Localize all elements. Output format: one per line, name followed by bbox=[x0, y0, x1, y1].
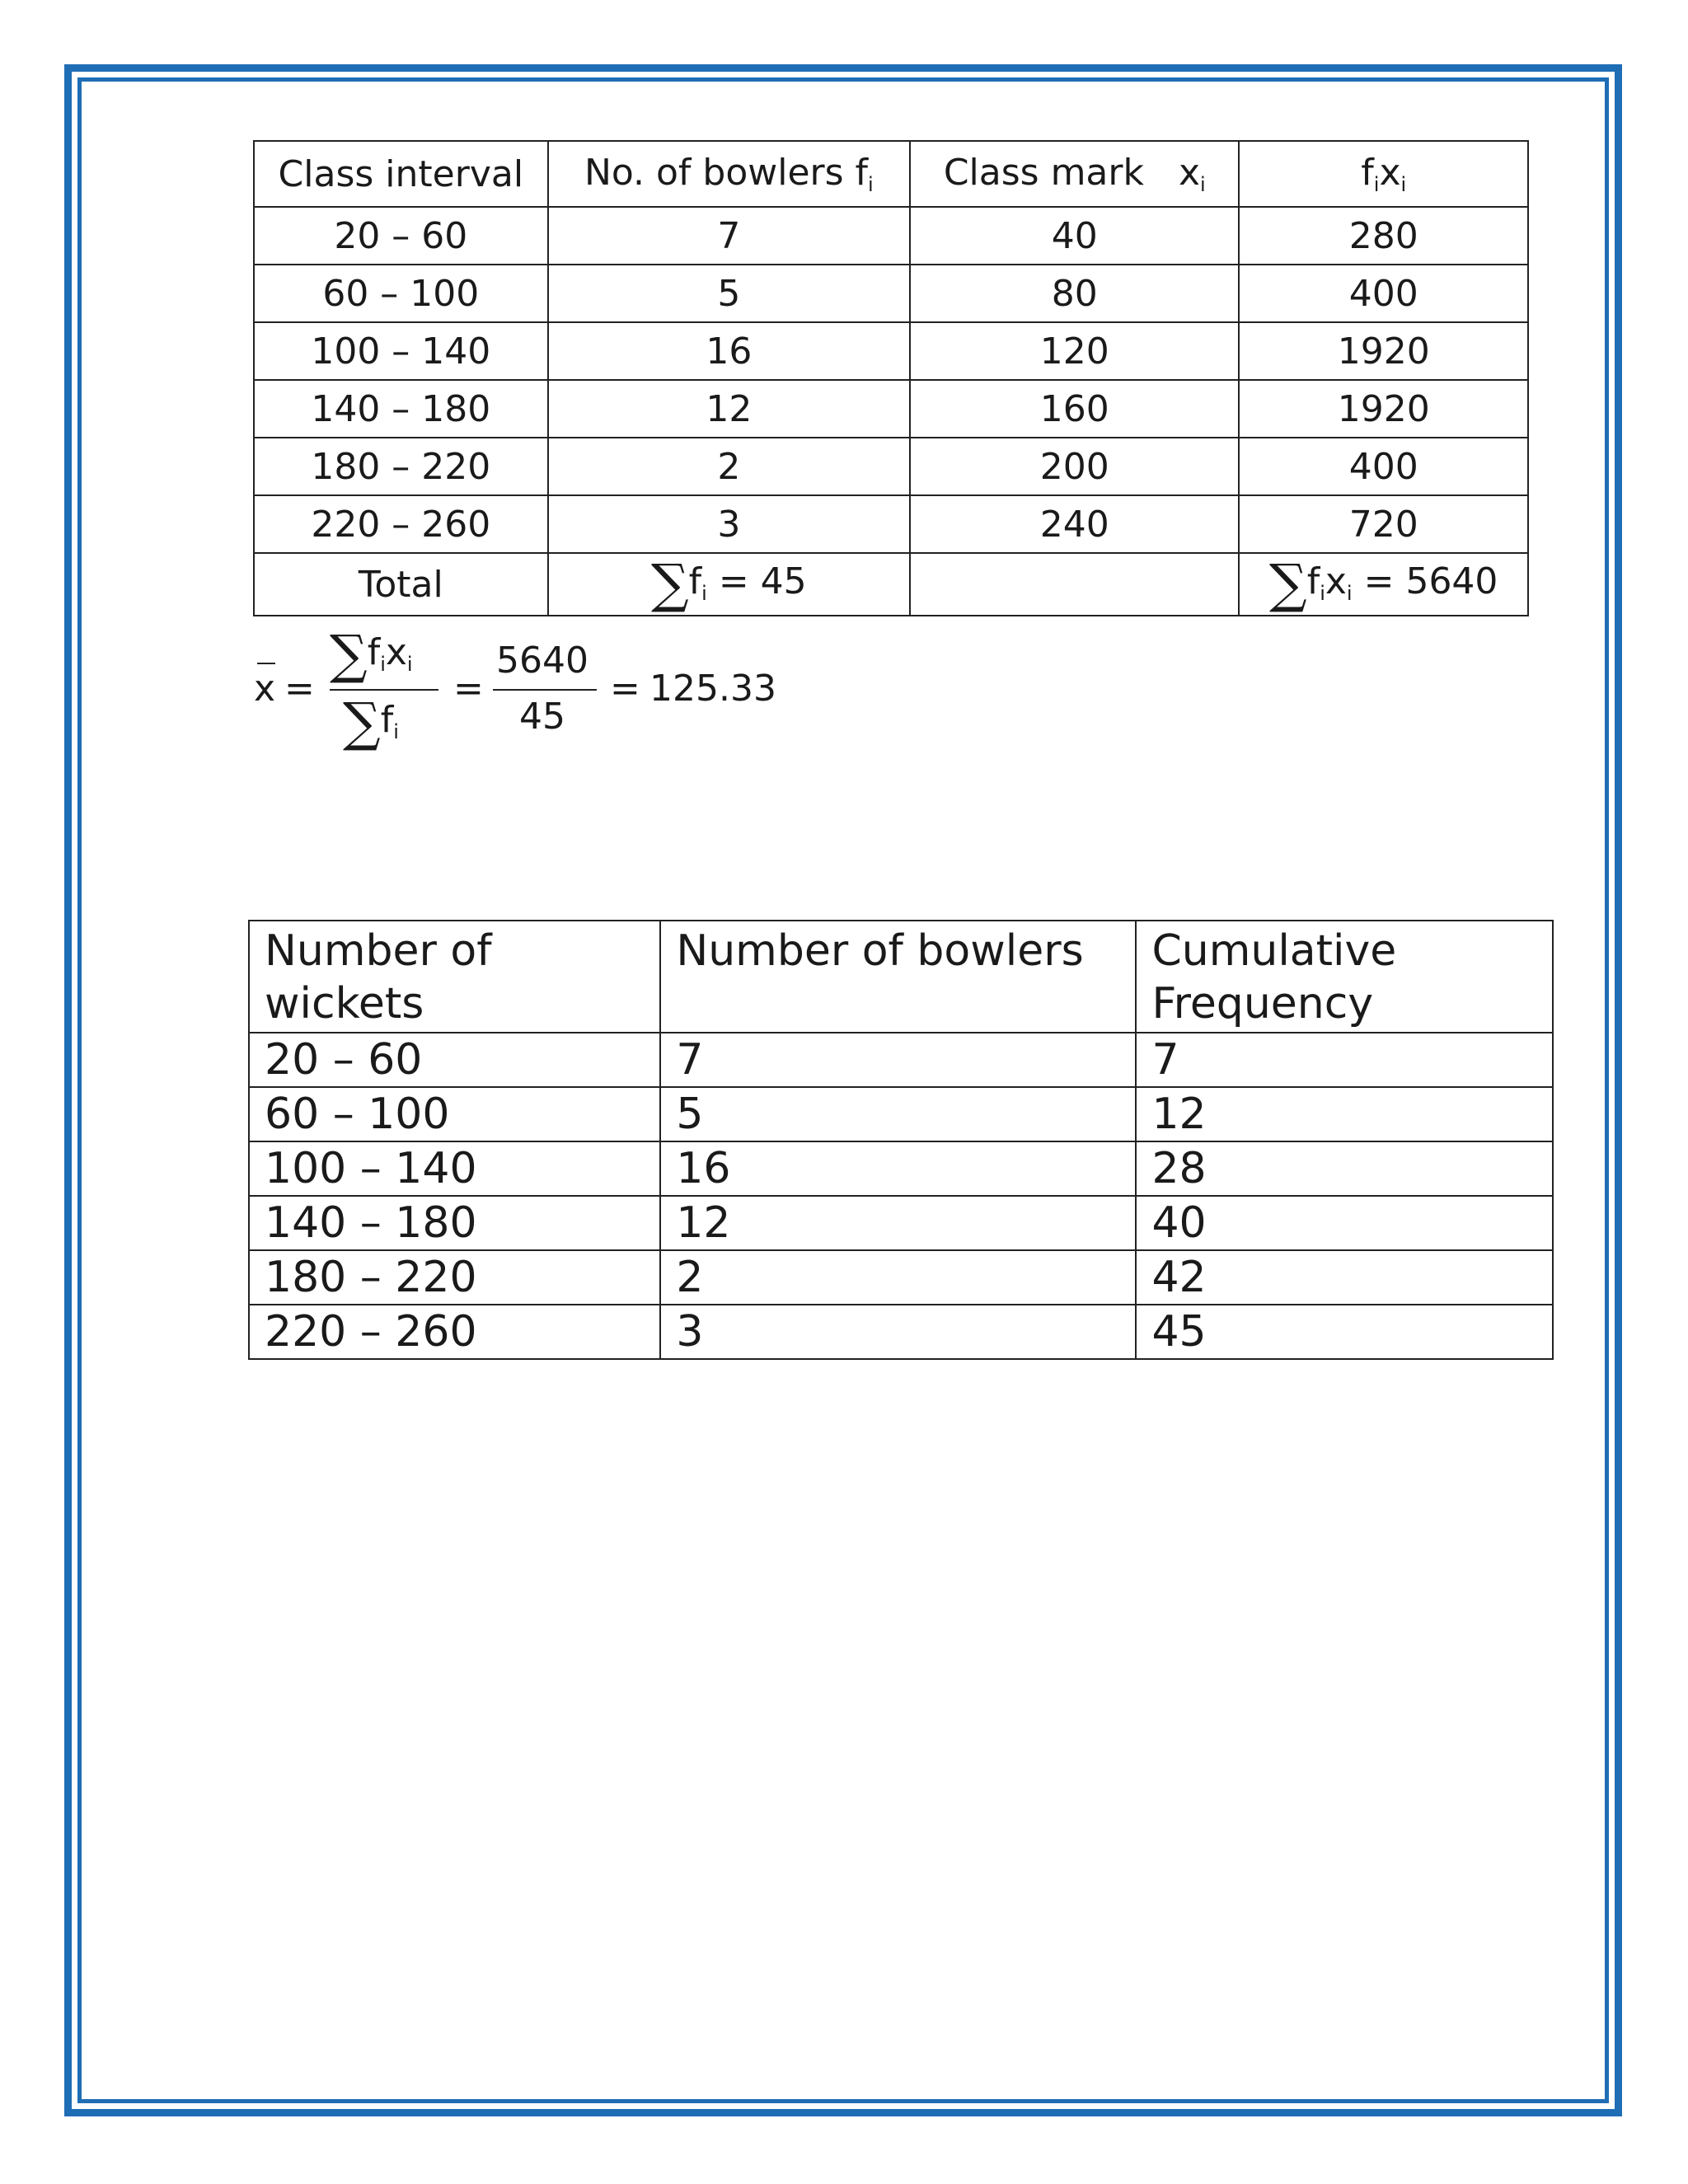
table-header-row bbox=[249, 921, 1553, 1033]
cell-interval: 220 – 260 bbox=[254, 495, 548, 553]
cell-interval: 60 – 100 bbox=[254, 265, 548, 322]
cell-cumulative: 28 bbox=[1136, 1141, 1553, 1196]
total-fx-value: = 5640 bbox=[1363, 560, 1498, 602]
cell-class-mark: 120 bbox=[910, 322, 1239, 380]
total-row bbox=[254, 553, 1528, 616]
cell-interval: 100 – 140 bbox=[254, 322, 548, 380]
header-class-interval: Class interval bbox=[254, 141, 548, 207]
table-row bbox=[254, 438, 1528, 495]
table-header-row bbox=[254, 141, 1528, 207]
cell-cumulative: 42 bbox=[1136, 1250, 1553, 1305]
cell-bowlers: 7 bbox=[660, 1033, 1136, 1087]
cell-wickets: 220 – 260 bbox=[249, 1305, 660, 1359]
header-bowlers: Number of bowlers bbox=[660, 921, 1136, 1033]
cell-bowlers: 3 bbox=[660, 1305, 1136, 1359]
cell-class-mark: 80 bbox=[910, 265, 1239, 322]
cell-wickets: 180 – 220 bbox=[249, 1250, 660, 1305]
cell-wickets: 140 – 180 bbox=[249, 1196, 660, 1250]
cell-fx: 720 bbox=[1239, 495, 1528, 553]
sigma-symbol: ∑ bbox=[1269, 554, 1307, 615]
cell-class-mark: 40 bbox=[910, 207, 1239, 265]
mean-formula bbox=[247, 625, 989, 758]
cell-fx: 400 bbox=[1239, 438, 1528, 495]
cell-bowlers: 16 bbox=[660, 1141, 1136, 1196]
total-frequency-value: = 45 bbox=[718, 560, 807, 602]
fraction-line bbox=[493, 689, 597, 691]
cell-total-label: Total bbox=[254, 553, 548, 616]
fraction-numerator: 5640 bbox=[496, 640, 588, 682]
table-row bbox=[249, 1196, 1553, 1250]
header-cumulative-frequency: Cumulative Frequency bbox=[1136, 921, 1553, 1033]
table-row bbox=[249, 1305, 1553, 1359]
table-row bbox=[249, 1087, 1553, 1141]
cell-class-mark: 240 bbox=[910, 495, 1239, 553]
cell-frequency: 2 bbox=[548, 438, 910, 495]
cell-bowlers: 2 bbox=[660, 1250, 1136, 1305]
table-row bbox=[249, 1250, 1553, 1305]
header-class-mark: Class mark $x_i$ bbox=[910, 141, 1239, 207]
cell-bowlers: 5 bbox=[660, 1087, 1136, 1141]
table-row bbox=[249, 1033, 1553, 1087]
cell-total-fx: $\sum f_ix_i = 5640$ bbox=[1239, 553, 1528, 616]
mean-symbol: x bbox=[254, 668, 275, 710]
cell-class-mark: 200 bbox=[910, 438, 1239, 495]
table-row bbox=[254, 265, 1528, 322]
equals-sign: = bbox=[284, 668, 315, 710]
cell-total-empty bbox=[910, 553, 1239, 616]
cell-cumulative: 7 bbox=[1136, 1033, 1553, 1087]
header-bowlers: No. of bowlers $f_i$ bbox=[548, 141, 910, 207]
table-row bbox=[254, 322, 1528, 380]
cell-wickets: 60 – 100 bbox=[249, 1087, 660, 1141]
cell-bowlers: 12 bbox=[660, 1196, 1136, 1250]
cell-class-mark: 160 bbox=[910, 380, 1239, 438]
cell-cumulative: 12 bbox=[1136, 1087, 1553, 1141]
cell-fx: 280 bbox=[1239, 207, 1528, 265]
equals-sign: = bbox=[610, 668, 640, 710]
fraction-line bbox=[330, 689, 438, 691]
cell-frequency: 12 bbox=[548, 380, 910, 438]
cell-total-frequency: $\sum f_i = 45$ bbox=[548, 553, 910, 616]
table-row bbox=[249, 1141, 1553, 1196]
cell-interval: 20 – 60 bbox=[254, 207, 548, 265]
table-row bbox=[254, 495, 1528, 553]
table-row bbox=[254, 380, 1528, 438]
frequency-table bbox=[253, 140, 1529, 616]
cell-interval: 180 – 220 bbox=[254, 438, 548, 495]
cell-wickets: 100 – 140 bbox=[249, 1141, 660, 1196]
header-wickets: Number of wickets bbox=[249, 921, 660, 1033]
cell-wickets: 20 – 60 bbox=[249, 1033, 660, 1087]
header-fx: $f_ix_i$ bbox=[1239, 141, 1528, 207]
cell-fx: 400 bbox=[1239, 265, 1528, 322]
equals-sign: = bbox=[453, 668, 484, 710]
fraction-denominator-sum: $\sum f_i$ bbox=[343, 692, 399, 753]
cell-interval: 140 – 180 bbox=[254, 380, 548, 438]
cumulative-frequency-table bbox=[248, 920, 1554, 1360]
cell-cumulative: 40 bbox=[1136, 1196, 1553, 1250]
cell-frequency: 16 bbox=[548, 322, 910, 380]
fraction-denominator: 45 bbox=[519, 696, 565, 738]
table-row bbox=[254, 207, 1528, 265]
mean-result: 125.33 bbox=[649, 668, 776, 710]
sigma-symbol: ∑ bbox=[650, 554, 689, 615]
fraction-numerator-sum: $\sum f_ix_i$ bbox=[330, 625, 413, 686]
cell-frequency: 5 bbox=[548, 265, 910, 322]
cell-frequency: 3 bbox=[548, 495, 910, 553]
cell-frequency: 7 bbox=[548, 207, 910, 265]
cell-fx: 1920 bbox=[1239, 380, 1528, 438]
cell-cumulative: 45 bbox=[1136, 1305, 1553, 1359]
cell-fx: 1920 bbox=[1239, 322, 1528, 380]
